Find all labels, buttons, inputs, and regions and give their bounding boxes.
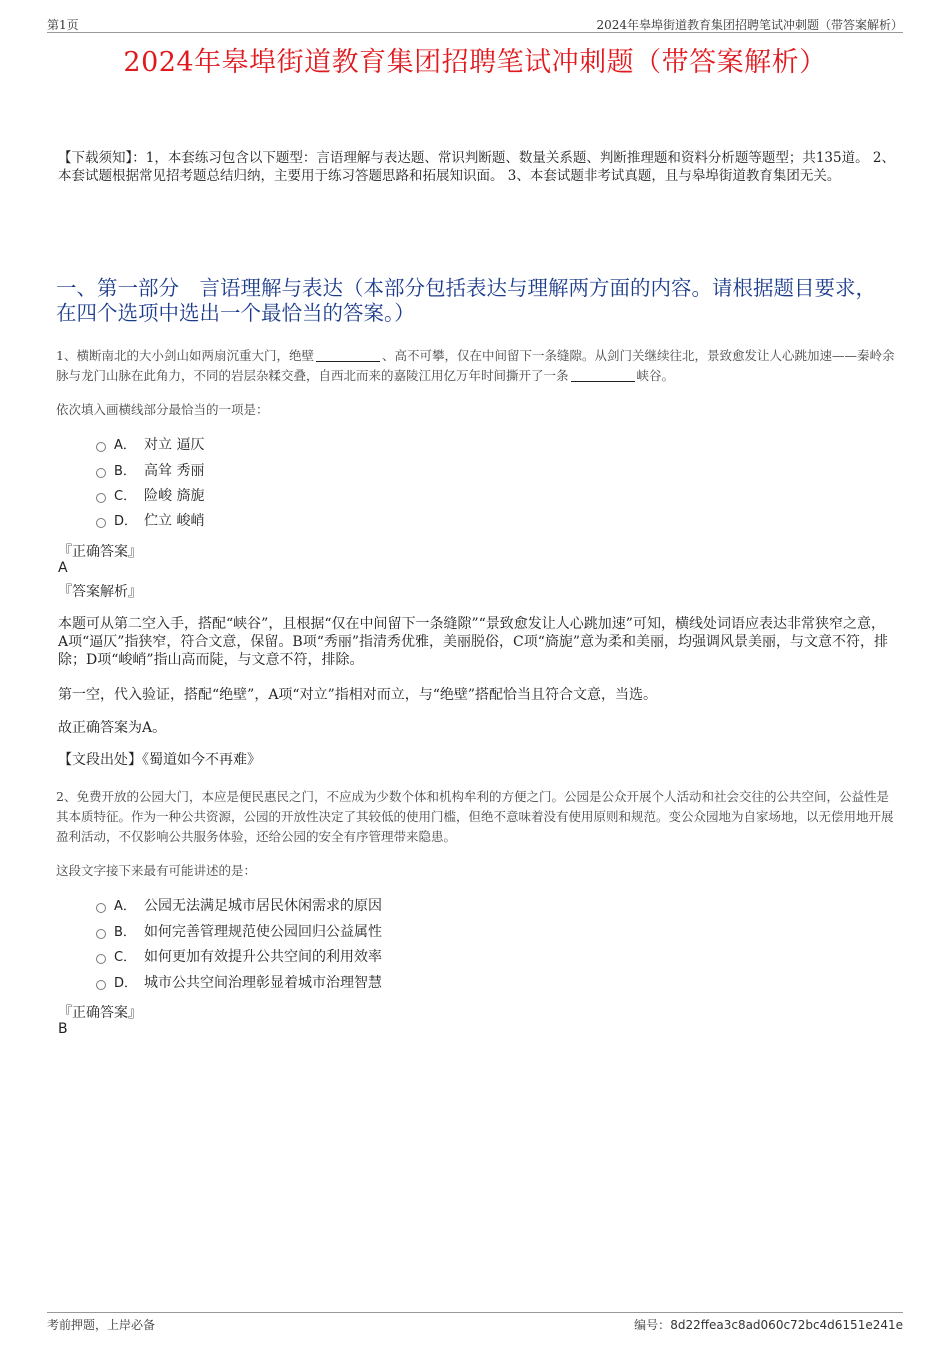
page-number: 第1页 — [47, 18, 79, 32]
header-doc-title: 2024年皋埠街道教育集团招聘笔试冲刺题（带答案解析） — [596, 18, 903, 32]
q1-answer: A — [58, 560, 68, 576]
q1-blank-1 — [316, 348, 380, 362]
q1-analysis-paragraph-1: 本题可从第二空入手，搭配“峡谷”，且根据“仅在中间留下一条缝隙”“景致愈发让人心跳加速”可知，横线处词语应表达非常狭窄之意，A项“逼仄”指狭窄，符合文意，保留。B项“秀丽”指清秀优雅，美丽脱俗，C项“旖旎”意为柔和美丽，均强调风景美丽，与文意不符，排除；D项“峻峭”指山高而陡，与文意不符，排除。 — [58, 616, 889, 668]
q1-text-c: 峡谷。 — [636, 368, 675, 383]
q2-answer-label: 『正确答案』 — [58, 1005, 142, 1021]
page-footer — [47, 1312, 903, 1335]
page-title: 2024年皋埠街道教育集团招聘笔试冲刺题（带答案解析） — [123, 47, 827, 78]
q2-option-b[interactable]: B． 如何完善管理规范使公园回归公益属性 — [96, 922, 382, 942]
q1-option-b[interactable]: B． 高耸 秀丽 — [96, 461, 204, 481]
q1-option-d[interactable]: D． 伫立 峻峭 — [96, 511, 204, 531]
q2-option-d[interactable]: D． 城市公共空间治理彰显着城市治理智慧 — [96, 973, 382, 993]
download-notice: 【下载须知】：1，本套练习包含以下题型：言语理解与表达题、常识判断题、数量关系题、判断推理题和资料分析题等题型；共135道。 2、本套试题根据常见招考题总结归纳，主要用于练习答题思路和拓展知识面。 3、本套试题非考试真题，且与皋埠街道教育集团无关。 — [58, 150, 895, 184]
q1-analysis-paragraph-2: 第一空，代入验证，搭配“绝壁”，A项“对立”指相对而立，与“绝壁”搭配恰当且符合文意，当选。 — [58, 687, 658, 703]
radio-icon[interactable] — [96, 518, 106, 528]
q1-analysis-label: 『答案解析』 — [58, 584, 142, 600]
q1-blank-2 — [571, 368, 635, 382]
q1-analysis-paragraph-3: 故正确答案为A。 — [58, 720, 167, 736]
radio-icon[interactable] — [96, 493, 106, 503]
radio-icon[interactable] — [96, 442, 106, 452]
radio-icon[interactable] — [96, 903, 106, 913]
radio-icon[interactable] — [96, 468, 106, 478]
footer-code-value: 8d22ffea3c8ad060c72bc4d6151e241e — [670, 1318, 903, 1332]
q1-answer-label: 『正确答案』 — [58, 544, 142, 560]
q1-option-a[interactable]: A． 对立 逼仄 — [96, 435, 204, 455]
radio-icon[interactable] — [96, 954, 106, 964]
footer-code — [634, 1316, 903, 1333]
radio-icon[interactable] — [96, 980, 106, 990]
question-1-prompt: 依次填入画横线部分最恰当的一项是： — [56, 402, 269, 417]
page-header — [47, 14, 903, 33]
q1-option-c[interactable]: C． 险峻 旖旎 — [96, 486, 204, 506]
q1-text-a: 1、横断南北的大小剑山如两扇沉重大门，绝壁 — [56, 348, 314, 363]
section-title: 一、第一部分 言语理解与表达（本部分包括表达与理解两方面的内容。请根据题目要求，在四个选项中选出一个最恰当的答案。） — [56, 276, 876, 325]
q1-text-b: 、高不可攀，仅在中间留下一条缝隙。从剑门关继续往北，景致愈发让人心跳加速——秦岭余脉与龙门山脉在此角力，不同的岩层杂糅交叠，自西北而来的嘉陵江用亿万年时间撕开了一条 — [56, 348, 895, 383]
q2-answer: B — [58, 1021, 68, 1037]
q2-option-c[interactable]: C． 如何更加有效提升公共空间的利用效率 — [96, 947, 382, 967]
footer-code-label: 编号： — [634, 1318, 671, 1332]
question-1-stem — [56, 346, 896, 386]
radio-icon[interactable] — [96, 929, 106, 939]
question-2-stem: 2、免费开放的公园大门，本应是便民惠民之门，不应成为少数个体和机构牟利的方便之门。公园是公众开展个人活动和社会交往的公共空间，公益性是其本质特征。作为一种公共资源，公园的开放性决定了其较低的使用门槛，但绝不意味着没有使用原则和规范。变公众园地为自家场地，以无偿用地开展盈利活动，不仅影响公共服务体验，还给公园的安全有序管理带来隐患。 — [56, 789, 894, 844]
q1-source: 【文段出处】《蜀道如今不再难》 — [58, 752, 261, 768]
q2-option-a[interactable]: A． 公园无法满足城市居民休闲需求的原因 — [96, 896, 382, 916]
question-2-prompt: 这段文字接下来最有可能讲述的是： — [56, 863, 257, 878]
footer-slogan: 考前押题，上岸必备 — [47, 1318, 156, 1332]
